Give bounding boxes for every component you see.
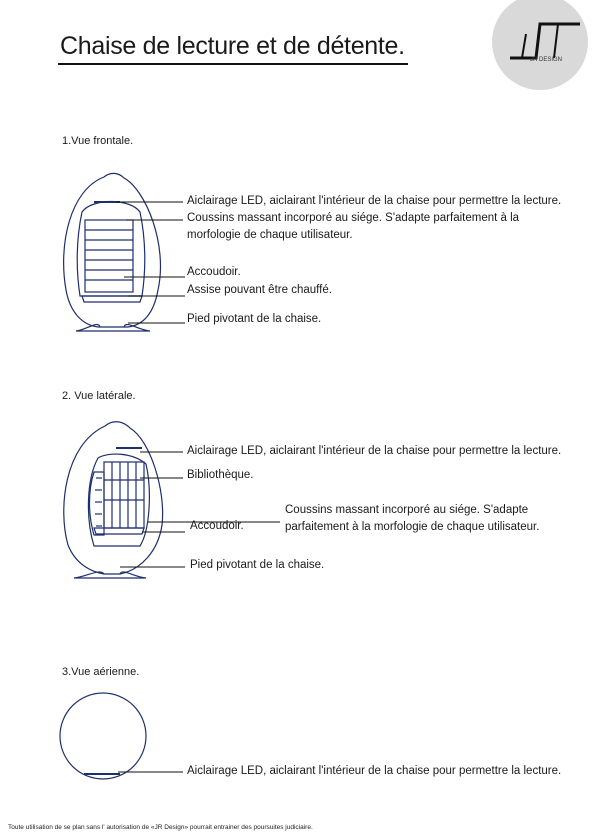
page-title: Chaise de lecture et de détente. [60,32,405,60]
side-view-drawing [64,422,163,578]
front-label-cushions-cont: morfologie de chaque utilisateur. [187,229,353,241]
section-heading-side: 2. Vue latérale. [62,390,136,402]
side-label-armrest: Accoudoir. [190,520,244,532]
logo-text: JR DESIGN [530,57,563,63]
side-label-cushions-cont: parfaitement à la morfologie de chaque utilisateur. [285,521,540,533]
section-heading-front: 1.Vue frontale. [62,135,134,147]
side-label-cushions: Coussins massant incorporé au siége. S'adapte [285,504,529,516]
front-label-cushions: Coussins massant incorporé au siége. S'adapte parfaitement à la [187,212,520,224]
front-label-led: Aiclairage LED, aiclairant l'intérieur de la chaise pour permettre la lecture. [187,195,562,207]
top-label-led: Aiclairage LED, aiclairant l'intérieur de la chaise pour permettre la lecture. [187,765,562,777]
side-label-base: Pied pivotant de la chaise. [190,559,325,571]
side-label-bookshelf: Bibliothèque. [187,469,254,481]
side-label-led: Aiclairage LED, aiclairant l'intérieur de la chaise pour permettre la lecture. [187,445,562,457]
top-view-drawing [60,693,146,779]
footer-disclaimer: Toute utilisation de se plan sans l' autorisation de «JR Design» pourrait entrainer des poursuites judiciaire. [8,824,313,831]
section-heading-top: 3.Vue aérienne. [62,666,140,678]
front-label-seat: Assise pouvant être chauffé. [187,284,332,296]
front-view-drawing [64,173,161,331]
front-label-armrest: Accoudoir. [187,266,241,278]
front-label-base: Pied pivotant de la chaise. [187,313,322,325]
